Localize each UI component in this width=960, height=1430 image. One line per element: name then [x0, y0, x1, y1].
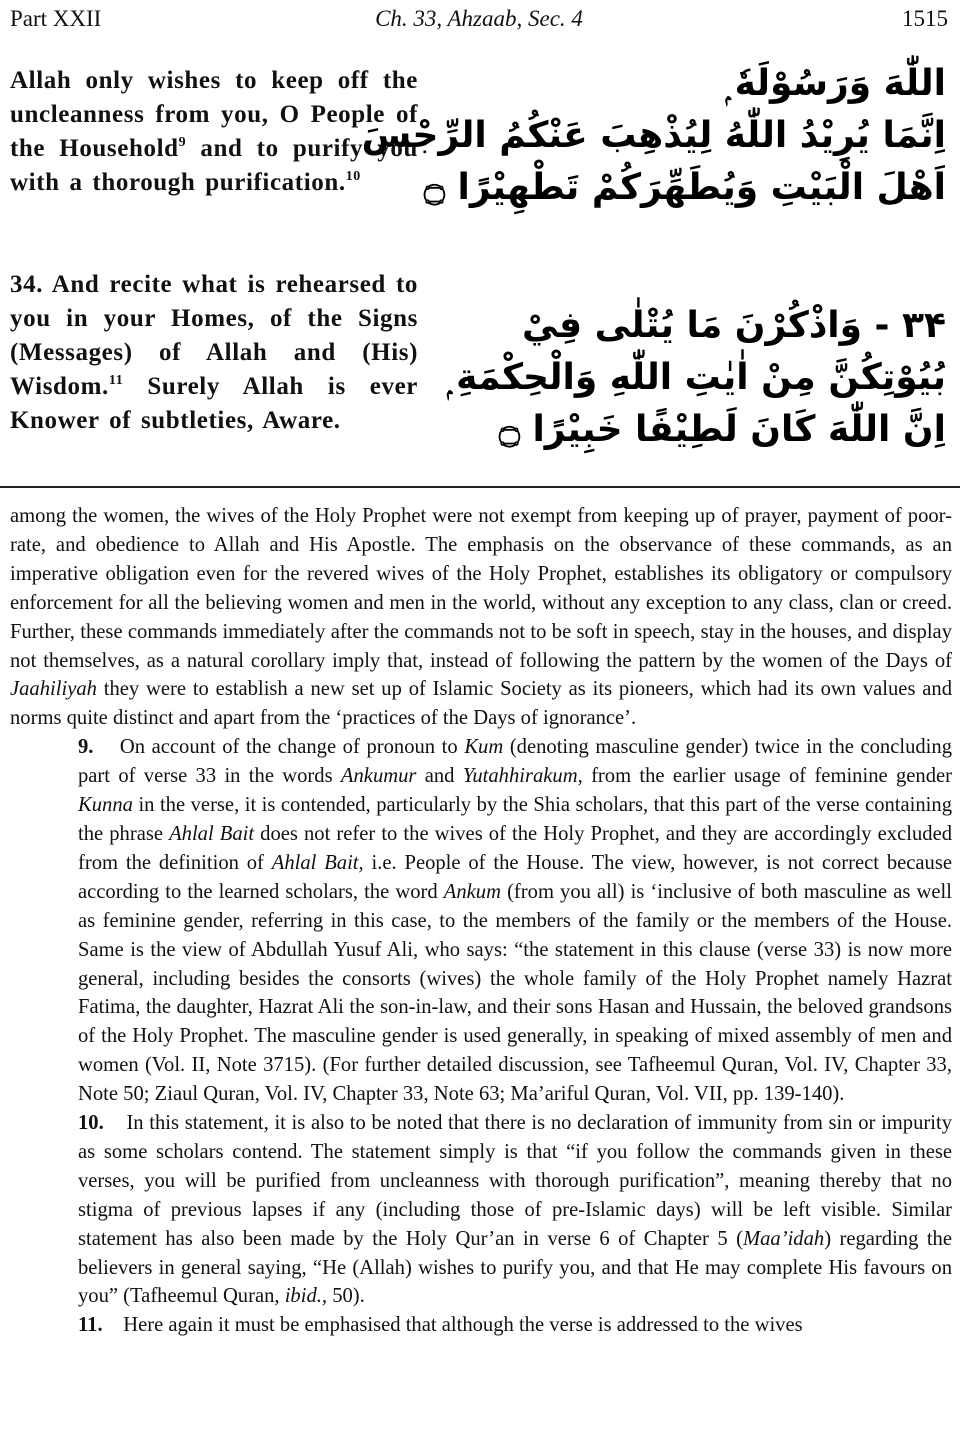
- footnote-italic-term: Ahlal Bait: [169, 822, 255, 845]
- part-label: Part XXII: [10, 6, 102, 31]
- verse-33-text-part-1: Allah only wishes to keep off the uncleanness from you, O People of the Household: [10, 67, 418, 162]
- arabic-line: اِنَّ اللّٰهَ كَانَ لَطِيْفًا خَبِيْرًا ۝: [498, 409, 946, 450]
- page-header: [10, 2, 948, 36]
- arabic-line: بُيُوْتِكُنَّ مِنْ اٰيٰتِ اللّٰهِ وَالْحِكْمَةِ ۭ: [447, 357, 946, 398]
- footnote-11: [10, 1311, 952, 1340]
- footnote-italic-term: ibid.,: [284, 1285, 328, 1308]
- footnote-italic-term: Maa’idah: [742, 1227, 825, 1250]
- footnote-italic-term: Yutahhirakum: [462, 765, 578, 788]
- footnote-italic-term: Kunna: [78, 794, 133, 817]
- footnote-text: and: [416, 765, 463, 788]
- section-divider: [0, 486, 960, 488]
- arabic-line: ۳۴ - وَاذْكُرْنَ مَا يُتْلٰى فِيْ: [522, 305, 946, 346]
- footnote-text: they were to establish a new set up of Islamic Society as its pioneers, which had its own values and norms quite distinct and apart from the ‘practices of the Days of ignorance’.: [10, 678, 952, 730]
- chapter-section-title: Ch. 33, Ahzaab, Sec. 4: [375, 6, 583, 31]
- footnote-text: In this statement, it is also to be noted that there is no declaration of immunity from sin or impurity as some scholars contend. The statement simply is that “if you follow the commands given in these verses, you will be purified from uncleanness with thorough purification”, meaning thereby that no stigma of previous lapses if any (including those of pre-Islamic days) will be left visible. Similar statement has also been made by the Holy Qur’an in verse 6 of Chapter 5 (: [78, 1112, 952, 1250]
- verse-34-text-part-2: Surely Allah is ever Knower of subtleties, Aware.: [10, 373, 418, 434]
- footnote-text: ) regarding the believers in general saying, “He (Allah) wishes to purify you, and that He may complete His favours on you” (Tafheemul Quran,: [78, 1227, 952, 1308]
- arabic-line: اِنَّمَا يُرِيْدُ اللّٰهُ لِيُذْهِبَ عَنْكُمُ الرِّجْسَ: [361, 115, 946, 156]
- page-number: 1515: [902, 6, 948, 31]
- verse-34-text-part-1: 34. And recite what is rehearsed to you in your Homes, of the Signs (Messages) of Allah and (His) Wisdom.: [10, 271, 418, 400]
- arabic-line: اللّٰهَ وَرَسُوْلَهٗ ۭ: [725, 63, 946, 104]
- footnote-italic-term: Ankumur: [340, 765, 417, 788]
- footnote-ref-9[interactable]: 9: [178, 135, 187, 150]
- footnotes-section: [10, 502, 952, 1340]
- verse-34-arabic: [447, 300, 946, 456]
- footnote-ref-10[interactable]: 10: [345, 169, 361, 184]
- footnote-text: does not refer to the wives of the Holy Prophet, and they are accordingly excluded from the definition of: [78, 822, 952, 874]
- footnote-9: [10, 733, 952, 1109]
- verse-33-arabic: [361, 58, 946, 214]
- footnote-italic-term: Kum: [464, 736, 504, 759]
- footnote-italic-term: Jaahiliyah: [10, 678, 97, 701]
- footnote-text: among the women, the wives of the Holy Prophet were not exempt from keeping up of prayer, payment of poor-rate, and obedience to Allah and His Apostle. The emphasis on the observance of these commands, as an imperative obligation even for the revered wives of the Holy Prophet, establishes its obligatory or compulsory enforcement for all the believing women and men in the world, without any exception to any class, clan or creed. Further, these commands immediately after the commands not to be soft in speech, stay in the houses, and display not themselves, as a natural corollary imply that, instead of following the pattern by the women of the Days of: [10, 505, 952, 672]
- footnote-italic-term: Ankum: [443, 880, 501, 903]
- footnote-number: 10.: [78, 1112, 104, 1135]
- footnote-number: 11.: [78, 1314, 103, 1337]
- footnote-text: , from the earlier usage of feminine gender: [577, 765, 952, 788]
- verse-34-translation: [10, 268, 418, 438]
- verse-33-text-part-2: and to purify you with a thorough purification.: [10, 135, 418, 196]
- footnote-ref-11[interactable]: 11: [108, 373, 124, 388]
- footnote-text: (denoting masculine gender) twice in the concluding part of verse 33 in the words: [78, 736, 953, 788]
- footnote-continuation: [10, 502, 952, 733]
- footnote-10: [10, 1109, 952, 1311]
- footnote-italic-term: Ahlal Bait,: [271, 851, 364, 874]
- arabic-line: اَهْلَ الْبَيْتِ وَيُطَهِّرَكُمْ تَطْهِيْرًا ۝: [423, 167, 946, 208]
- footnote-text: in the verse, it is contended, particularly by the Shia scholars, that this part of the verse containing the phrase: [78, 794, 952, 845]
- footnote-text: On account of the change of pronoun to: [119, 736, 465, 759]
- footnote-text: (from you all) is ‘inclusive of both masculine as well as feminine gender, referring in this case, to the members of the family or the members of the House. Same is the view of Abdullah Yusuf Ali, who says: “the statement in this clause (verse 33) is now more general, including besides the consorts (wives) the whole family of the Holy Prophet namely Hazrat Fatima, the daughter, Hazrat Ali the son-in-law, and their sons Hasan and Hussain, the beloved grandsons of the Holy Prophet. The masculine gender is used generally, in speaking of mixed assembly of men and women (Vol. II, Note 3715). (For further detailed discussion, see Tafheemul Quran, Vol. IV, Chapter 33, Note 50; Ziaul Quran, Vol. IV, Chapter 33, Note 63; Ma’ariful Quran, Vol. VII, pp. 139-140).: [78, 880, 952, 1106]
- footnote-number: 9.: [78, 736, 94, 759]
- footnote-text: 50).: [327, 1285, 365, 1308]
- verse-33-translation: [10, 64, 418, 200]
- footnote-text: i.e. People of the House. The view, however, is not correct because according to the learned scholars, the word: [78, 851, 953, 903]
- footnote-text: Here again it must be emphasised that although the verse is addressed to the wives: [123, 1314, 803, 1337]
